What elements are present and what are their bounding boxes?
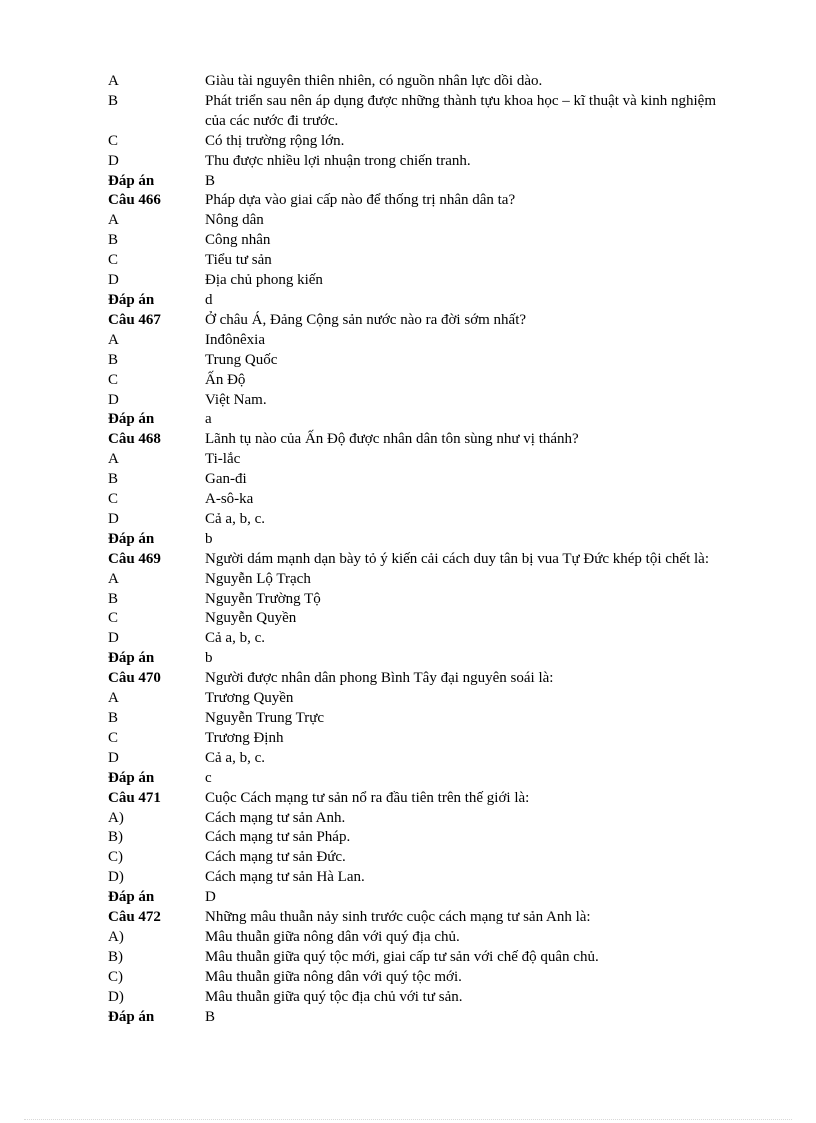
answer-value: D: [205, 889, 216, 906]
answer-label: Đáp án: [108, 650, 155, 667]
option-row: [108, 132, 748, 152]
option-text: Mâu thuẫn giữa nông dân với quý địa chủ.: [205, 928, 460, 945]
option-letter: A): [108, 809, 124, 826]
page-bottom-rule: [24, 1119, 792, 1120]
option-row: [108, 152, 748, 172]
answer-value: c: [205, 769, 212, 786]
option-letter: A): [108, 928, 124, 945]
option-text: Ti-lắc: [205, 451, 241, 468]
option-letter: C: [108, 132, 119, 149]
option-text: Trương Định: [205, 729, 284, 746]
option-letter: A: [108, 331, 119, 348]
option-text: Mâu thuẫn giữa quý tộc mới, giai cấp tư sản với chế độ quân chủ.: [205, 948, 599, 965]
option-row: [108, 629, 748, 649]
option-text: Trung Quốc: [205, 351, 278, 368]
option-row: [108, 331, 748, 351]
answer-label: Đáp án: [108, 411, 155, 428]
answer-value: d: [205, 291, 213, 308]
option-letter: C): [108, 849, 123, 866]
question-text: Người dám mạnh dạn bày tỏ ý kiến cải cách duy tân bị vua Tự Đức khép tội chết là:: [205, 550, 709, 567]
question-row: [108, 430, 748, 450]
option-letter: C: [108, 610, 119, 627]
answer-label: Đáp án: [108, 291, 155, 308]
option-row: [108, 848, 748, 868]
answer-row: [108, 172, 748, 192]
option-row: [108, 809, 748, 829]
option-text: Tiểu tư sản: [205, 252, 272, 269]
option-letter: D): [108, 869, 124, 886]
option-row: [108, 689, 748, 709]
option-text: Mâu thuẫn giữa quý tộc địa chủ với tư sản.: [205, 988, 463, 1005]
option-row: [108, 271, 748, 291]
answer-value: a: [205, 411, 212, 428]
option-letter: B: [108, 92, 119, 109]
option-letter: B: [108, 471, 119, 488]
question-row: [108, 908, 748, 928]
option-letter: A: [108, 451, 119, 468]
option-text: Trương Quyền: [205, 690, 294, 707]
option-text: Cả a, b, c.: [205, 630, 265, 647]
answer-value: b: [205, 650, 213, 667]
answer-row: [108, 649, 748, 669]
option-text: Nông dân: [205, 212, 264, 229]
option-letter: B: [108, 351, 119, 368]
option-text: Công nhân: [205, 232, 271, 249]
option-text: Ấn Độ: [205, 371, 246, 388]
option-letter: C): [108, 968, 123, 985]
option-text: Nguyễn Trung Trực: [205, 710, 324, 726]
option-row: [108, 391, 748, 411]
question-row: [108, 550, 748, 570]
answer-row: [108, 1008, 748, 1028]
option-letter: B: [108, 232, 119, 249]
option-row: [108, 92, 748, 132]
answer-label: Đáp án: [108, 530, 155, 547]
option-letter: A: [108, 73, 119, 89]
option-text: Gan-đi: [205, 471, 247, 488]
option-text: Nguyễn Trường Tộ: [205, 590, 321, 607]
option-row: [108, 251, 748, 271]
option-row: [108, 590, 748, 610]
option-row: [108, 868, 748, 888]
answer-value: b: [205, 530, 213, 547]
option-letter: C: [108, 252, 119, 269]
question-text: Người được nhân dân phong Bình Tây đại nguyên soái là:: [205, 670, 554, 687]
option-text: Địa chủ phong kiến: [205, 272, 323, 289]
option-text: Cả a, b, c.: [205, 510, 265, 527]
option-row: [108, 351, 748, 371]
option-row: [108, 948, 748, 968]
option-letter: D: [108, 391, 119, 408]
answer-label: Đáp án: [108, 889, 155, 906]
question-number: Câu 466: [108, 192, 161, 209]
option-row: [108, 729, 748, 749]
question-row: [108, 311, 748, 331]
option-row: [108, 709, 748, 729]
option-text: Mâu thuẫn giữa nông dân với quý tộc mới.: [205, 968, 462, 985]
question-text: Những mâu thuẫn nảy sinh trước cuộc cách mạng tư sản Anh là:: [205, 909, 591, 926]
option-letter: C: [108, 371, 119, 388]
answer-row: [108, 769, 748, 789]
option-letter: B: [108, 710, 119, 726]
question-text: Ở châu Á, Đảng Cộng sản nước nào ra đời sớm nhất?: [205, 311, 527, 328]
question-number: Câu 470: [108, 670, 161, 687]
question-list: [108, 72, 748, 1028]
question-text: Pháp dựa vào giai cấp nào để thống trị nhân dân ta?: [205, 192, 516, 209]
question-number: Câu 467: [108, 311, 161, 328]
answer-value: B: [205, 1008, 216, 1025]
option-letter: B: [108, 590, 119, 607]
option-letter: D: [108, 749, 119, 766]
option-letter: C: [108, 729, 119, 746]
option-row: [108, 928, 748, 948]
question-number: Câu 472: [108, 909, 161, 926]
option-text: Nguyễn Quyền: [205, 610, 297, 627]
option-letter: C: [108, 491, 119, 508]
option-row: [108, 72, 748, 92]
option-letter: D: [108, 630, 119, 647]
option-text: Cách mạng tư sản Pháp.: [205, 829, 351, 846]
option-row: [108, 749, 748, 769]
option-letter: B): [108, 948, 123, 965]
question-row: [108, 191, 748, 211]
question-number: Câu 471: [108, 789, 161, 806]
option-row: [108, 211, 748, 231]
option-text: Phát triển sau nên áp dụng được những thành tựu khoa học – kĩ thuật và kinh nghiệm của các nước đi trước.: [205, 92, 716, 129]
option-letter: A: [108, 212, 119, 229]
question-number: Câu 469: [108, 550, 161, 567]
option-row: [108, 609, 748, 629]
answer-label: Đáp án: [108, 172, 155, 189]
option-row: [108, 968, 748, 988]
option-text: Cách mạng tư sản Anh.: [205, 809, 346, 826]
option-letter: B): [108, 829, 123, 846]
option-letter: A: [108, 570, 119, 587]
option-row: [108, 371, 748, 391]
answer-row: [108, 410, 748, 430]
option-row: [108, 470, 748, 490]
option-text: Giàu tài nguyên thiên nhiên, có nguồn nhân lực dồi dào.: [205, 73, 543, 89]
option-row: [108, 570, 748, 590]
option-letter: D: [108, 510, 119, 527]
option-letter: A: [108, 690, 119, 707]
option-row: [108, 828, 748, 848]
option-text: Có thị trường rộng lớn.: [205, 132, 345, 149]
option-letter: D): [108, 988, 124, 1005]
option-row: [108, 988, 748, 1008]
option-text: Cách mạng tư sản Hà Lan.: [205, 869, 365, 886]
option-row: [108, 450, 748, 470]
option-text: Nguyễn Lộ Trạch: [205, 570, 311, 587]
option-row: [108, 510, 748, 530]
answer-label: Đáp án: [108, 1008, 155, 1025]
question-text: Cuộc Cách mạng tư sản nổ ra đầu tiên trên thế giới là:: [205, 789, 530, 806]
option-row: [108, 231, 748, 251]
question-row: [108, 789, 748, 809]
option-letter: D: [108, 272, 119, 289]
option-text: Inđônêxia: [205, 331, 265, 348]
answer-row: [108, 530, 748, 550]
option-text: A-sô-ka: [205, 491, 254, 508]
option-text: Cả a, b, c.: [205, 749, 265, 766]
option-row: [108, 490, 748, 510]
question-number: Câu 468: [108, 431, 161, 448]
answer-row: [108, 888, 748, 908]
question-row: [108, 669, 748, 689]
option-text: Thu được nhiều lợi nhuận trong chiến tranh.: [205, 152, 471, 169]
option-text: Cách mạng tư sản Đức.: [205, 849, 346, 866]
option-letter: D: [108, 152, 119, 169]
answer-row: [108, 291, 748, 311]
answer-label: Đáp án: [108, 769, 155, 786]
option-text: Việt Nam.: [205, 391, 267, 408]
answer-value: B: [205, 172, 216, 189]
question-text: Lãnh tụ nào của Ấn Độ được nhân dân tôn sùng như vị thánh?: [205, 431, 579, 448]
